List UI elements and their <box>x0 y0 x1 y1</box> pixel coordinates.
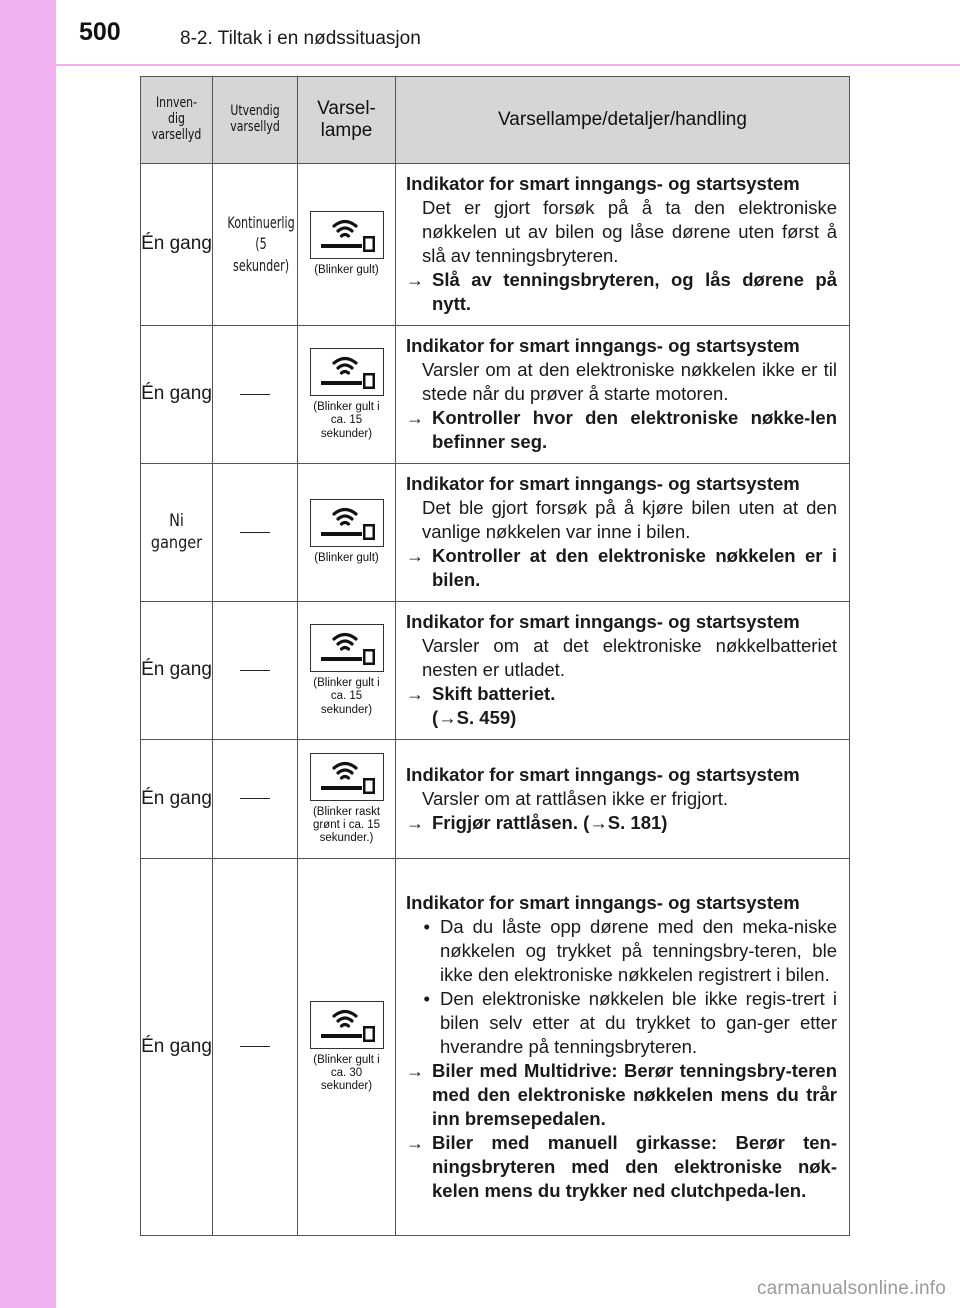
header-warning-lamp: Varsel-lampe <box>298 77 396 164</box>
watermark: carmanualsonline.info <box>756 1278 946 1299</box>
internal-buzzer-cell: Én gang <box>141 859 213 1236</box>
details-action: → Biler med Multidrive: Berør tenningsbry-teren med den elektroniske nøkkelen mens du trår inn bremsepedalen. <box>406 1059 837 1129</box>
internal-buzzer-cell: Én gang <box>141 602 213 740</box>
lamp-cell <box>298 859 396 1236</box>
arrow-right-icon: → <box>406 684 424 704</box>
section-title: 8-2. Tiltak i en nødssituasjon <box>180 28 421 49</box>
smart-key-indicator-icon <box>310 753 384 801</box>
dash-mark <box>240 670 270 671</box>
table-header-row <box>141 77 850 164</box>
details-text: Varsler om at den elektroniske nøkkelen ikke er til stede når du prøver å starte motoren. <box>422 359 837 404</box>
dash-mark <box>240 532 270 533</box>
details-bullet: • Den elektroniske nøkkelen ble ikke regis-trert i bilen selv etter at du trykket to gan-ger etter hverandre på tenningsbryteren. <box>423 987 837 1057</box>
lamp-caption: (Blinker gult i ca. 15 sekunder) <box>313 401 380 440</box>
smart-key-indicator-icon <box>310 1001 384 1049</box>
details-text: Det er gjort forsøk på å ta den elektroniske nøkkelen ut av bilen og låse dørene uten først å slå av tenningsbryteren. <box>422 197 837 266</box>
details-title: Indikator for smart inngangs- og startsystem <box>406 173 800 194</box>
details-action: → Kontroller hvor den elektroniske nøkke-len befinner seg. <box>406 407 837 452</box>
details-title: Indikator for smart inngangs- og startsystem <box>406 473 800 494</box>
arrow-right-icon: → <box>406 546 424 566</box>
arrow-right-icon: → <box>406 408 424 428</box>
details-action: → Frigjør rattlåsen. (→S. 181) <box>406 811 668 833</box>
page-number: 500 <box>79 18 121 46</box>
details-cell <box>396 464 850 602</box>
external-buzzer-cell: Kontinuerlig (5 sekunder) <box>213 164 298 326</box>
internal-buzzer-cell: Én gang <box>141 740 213 859</box>
details-cell <box>396 740 850 859</box>
lamp-caption: (Blinker gult) <box>314 264 379 277</box>
details-reference: (→S. 459) <box>432 707 517 728</box>
external-buzzer-cell <box>213 464 298 602</box>
details-cell <box>396 164 850 326</box>
external-buzzer-cell <box>213 859 298 1236</box>
internal-buzzer-cell: Én gang <box>141 326 213 464</box>
dash-mark <box>240 798 270 799</box>
table-row <box>141 164 850 326</box>
smart-key-indicator-icon <box>310 348 384 396</box>
internal-buzzer-cell: Én gang <box>141 164 213 326</box>
arrow-right-icon: → <box>406 270 424 290</box>
details-text: Varsler om at rattlåsen ikke er frigjort. <box>422 787 729 809</box>
header-external-buzzer: Utvendig varsellyd <box>213 77 298 164</box>
details-bullet: • Da du låste opp dørene med den meka-niske nøkkelen og trykket på tenningsbry-teren, ble ikke den elektroniske nøkkelen registrert i bilen. <box>423 915 837 985</box>
external-buzzer-cell <box>213 740 298 859</box>
warning-table <box>140 76 850 1236</box>
lamp-caption: (Blinker gult i ca. 15 sekunder) <box>313 677 380 716</box>
arrow-right-icon: → <box>406 1060 424 1081</box>
table-row <box>141 326 850 464</box>
lamp-cell <box>298 464 396 602</box>
arrow-right-icon: → <box>438 707 457 728</box>
details-text: Det ble gjort forsøk på å kjøre bilen uten at den vanlige nøkkelen var inne i bilen. <box>422 497 837 542</box>
details-cell <box>396 859 850 1236</box>
external-buzzer-cell <box>213 602 298 740</box>
details-title: Indikator for smart inngangs- og startsystem <box>406 335 800 356</box>
header-rule <box>0 64 960 66</box>
table-row <box>141 464 850 602</box>
details-text: Varsler om at det elektroniske nøkkelbatteriet nesten er utladet. <box>422 635 837 680</box>
details-action: → Biler med manuell girkasse: Berør ten-ningsbryteren med den elektroniske nøk-kelen mens du trykker ned clutchpeda-len. <box>406 1131 837 1201</box>
details-action: → Kontroller at den elektroniske nøkkelen er i bilen. <box>406 545 837 590</box>
side-color-strip <box>0 0 56 1308</box>
arrow-right-icon: → <box>406 1132 424 1153</box>
arrow-right-icon: → <box>406 812 424 833</box>
table-row <box>141 740 850 859</box>
dash-mark <box>240 1046 270 1047</box>
lamp-cell <box>298 164 396 326</box>
dash-mark <box>240 394 270 395</box>
table-row <box>141 602 850 740</box>
smart-key-indicator-icon <box>310 211 384 259</box>
details-cell <box>396 326 850 464</box>
internal-buzzer-cell: Ni ganger <box>141 464 213 602</box>
header-details: Varsellampe/detaljer/handling <box>396 77 850 164</box>
details-action: → Skift batteriet. <box>406 683 556 704</box>
details-action: → Slå av tenningsbryteren, og lås dørene på nytt. <box>406 269 837 314</box>
details-title: Indikator for smart inngangs- og startsystem <box>406 763 800 785</box>
lamp-cell <box>298 602 396 740</box>
header-internal-buzzer: Innven-dig varsellyd <box>141 77 213 164</box>
external-buzzer-cell <box>213 326 298 464</box>
lamp-caption: (Blinker raskt grønt i ca. 15 sekunder.) <box>312 805 381 845</box>
lamp-cell <box>298 326 396 464</box>
details-title: Indikator for smart inngangs- og startsystem <box>406 611 800 632</box>
arrow-right-icon: → <box>589 811 608 833</box>
lamp-cell <box>298 740 396 859</box>
lamp-caption: (Blinker gult i ca. 30 sekunder) <box>313 1053 380 1093</box>
details-title: Indikator for smart inngangs- og startsystem <box>406 891 800 913</box>
details-cell <box>396 602 850 740</box>
lamp-caption: (Blinker gult) <box>314 552 379 565</box>
smart-key-indicator-icon <box>310 499 384 547</box>
table-row <box>141 859 850 1236</box>
smart-key-indicator-icon <box>310 624 384 672</box>
